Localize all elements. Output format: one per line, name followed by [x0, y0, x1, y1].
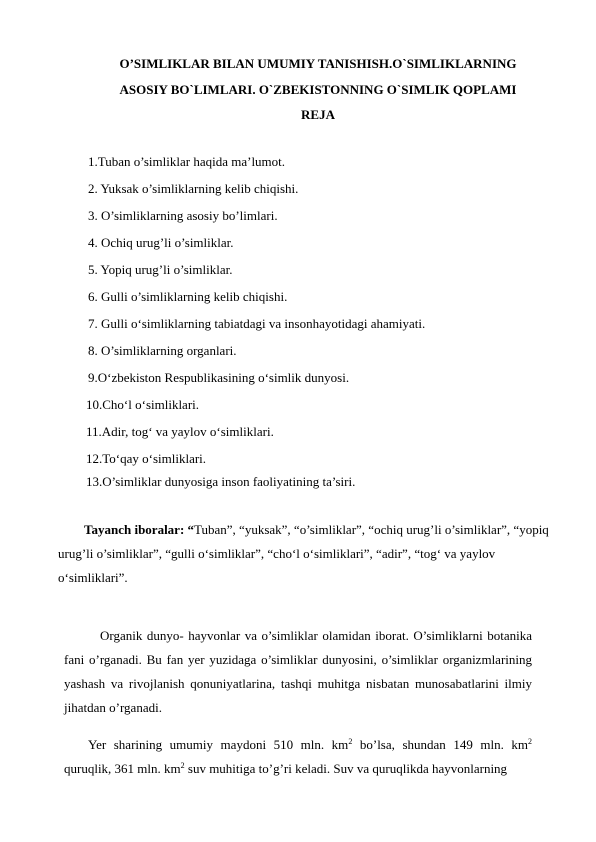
superscript: 2 [348, 737, 353, 746]
plan-item: 8. O’simliklarning organlari. [88, 343, 237, 358]
plan-item: 1.Tuban o’simliklar haqida ma’lumot. [88, 154, 286, 169]
plan-item: 11.Adir, tog‘ va yaylov o‘simliklari. [86, 424, 274, 439]
keywords-label: Tayanch iboralar: “ [84, 522, 195, 537]
plan-item: 5. Yopiq urug’li o’simliklar. [88, 262, 233, 277]
plan-heading: REJA [301, 107, 335, 122]
page-title-line-1: O’SIMLIKLAR BILAN UMUMIY TANISHISH.O`SIMLIKLARNING [119, 56, 517, 71]
plan-item: 3. O’simliklarning asosiy bo’limlari. [88, 208, 278, 223]
body-paragraph-1: Organik dunyo- hayvonlar va o’simliklar olamidan iborat. O’simliklarni botanika fani o’rganadi. Bu fan yer yuzidaga o’simliklar dunyosini, o’simliklar organizmlarining yashash va rivojlanish qonuniyatlarina, tashqi muhitga nisbatan munosabatlarini ilmiy jihatdan o’rganadi. [64, 628, 532, 715]
plan-item: 10.Cho‘l o‘simliklari. [86, 397, 200, 412]
plan-item: 6. Gulli o’simliklarning kelib chiqishi. [88, 289, 288, 304]
paragraph-text: quruqlik, 361 mln. km [64, 761, 181, 776]
paragraph-text: bo’lsa, shundan 149 mln. km [352, 737, 529, 752]
paragraph-text: suv muhitiga to’g’ri keladi. Suv va quruqlikda hayvonlarning [184, 761, 508, 776]
plan-item: 9.O‘zbekiston Respublikasining o‘simlik dunyosi. [88, 370, 350, 385]
page-title-line-2: ASOSIY BO`LIMLARI. O`ZBEKISTONNING O`SIMLIK QOPLAMI [119, 82, 517, 97]
plan-item: 7. Gulli o‘simliklarning tabiatdagi va insonhayotidagi ahamiyati. [88, 316, 426, 331]
plan-item: 12.To‘qay o‘simliklari. [86, 451, 207, 466]
plan-item: 13.O’simliklar dunyosiga inson faoliyatining ta’siri. [86, 474, 356, 489]
paragraph-text: Yer sharining umumiy maydoni 510 mln. km [88, 737, 349, 752]
keywords-paragraph [58, 518, 558, 590]
body-paragraph-2 [64, 733, 532, 781]
plan-item: 2. Yuksak o’simliklarning kelib chiqishi. [88, 181, 299, 196]
superscript: 2 [528, 737, 533, 746]
superscript: 2 [180, 761, 185, 770]
keywords-text: Tuban”, “yuksak”, “o’simliklar”, “ochiq urug’li o’simliklar”, “yopiq urug’li o’simliklar”, “gulli o‘simliklar”, “cho‘l o‘simliklari”, “adir”, “tog‘ va yaylov o‘simliklari”. [58, 522, 549, 585]
plan-item: 4. Ochiq urug’li o’simliklar. [88, 235, 234, 250]
